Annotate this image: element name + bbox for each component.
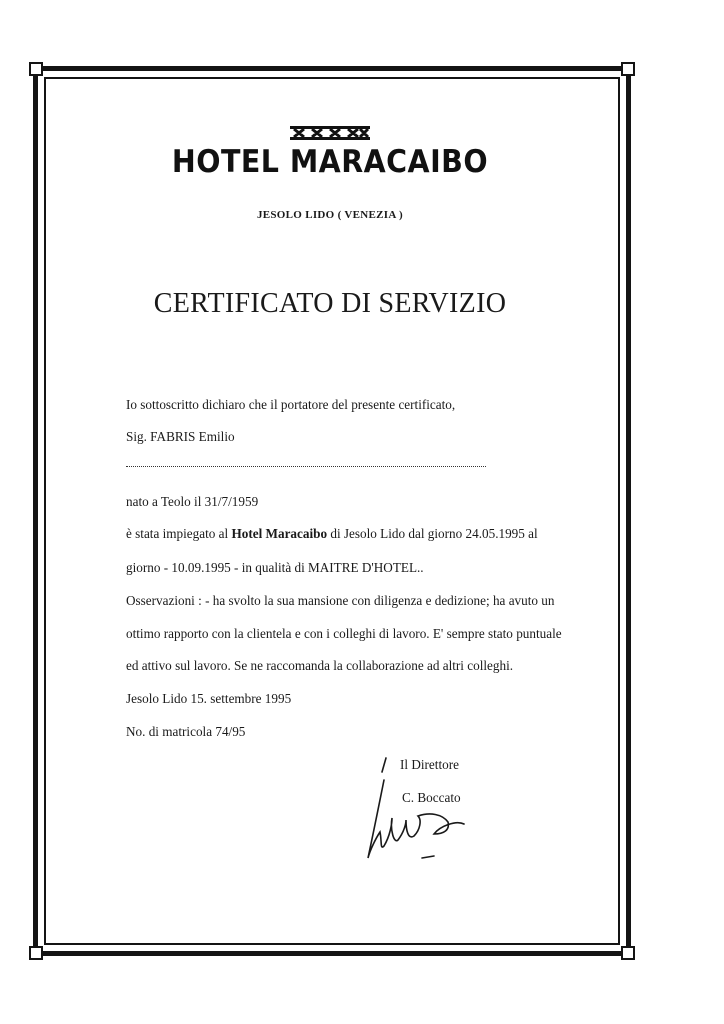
remarks-line-1: Osservazioni : - ha svolto la sua mansione con diligenza e dedizione; ha avuto un [126,593,555,608]
place-date: Jesolo Lido 15. settembre 1995 [126,691,292,706]
registration-number: No. di matricola 74/95 [126,724,246,739]
holder-name: Sig. FABRIS Emilio [126,429,235,444]
dotted-line [126,466,486,467]
employment-hotel: Hotel Maracaibo [231,526,328,541]
employment-prefix: è stata impiegato al [126,526,232,541]
intro-line: Io sottoscritto dichiaro che il portatore del presente certificato, [126,397,456,412]
handwritten-signature [360,750,480,870]
signatory-name: C. Boccato [402,790,461,805]
hotel-name: HOTEL MARACAIBO [171,144,489,180]
corner-ornament [621,946,635,960]
certificate-title: CERTIFICATO DI SERVIZIO [153,288,507,319]
birth-line: nato a Teolo il 31/7/1959 [126,494,259,509]
employment-suffix: di Jesolo Lido dal giorno 24.05.1995 al [327,526,538,541]
period-line: giorno - 10.09.1995 - in qualità di MAITRE D'HOTEL.. [126,560,424,575]
employment-line [126,526,538,542]
inner-border [44,77,620,945]
remarks-line-2: ottimo rapporto con la clientela e con i colleghi di lavoro. E' sempre stato puntuale [126,626,562,641]
corner-ornament [621,62,635,76]
hotel-location: JESOLO LIDO ( VENEZIA ) [256,209,404,221]
hotel-crest-icon [290,126,370,140]
remarks-line-3: ed attivo sul lavoro. Se ne raccomanda la collaborazione ad altri colleghi. [126,658,514,673]
signatory-role: Il Direttore [400,757,459,772]
corner-ornament [29,946,43,960]
corner-ornament [29,62,43,76]
